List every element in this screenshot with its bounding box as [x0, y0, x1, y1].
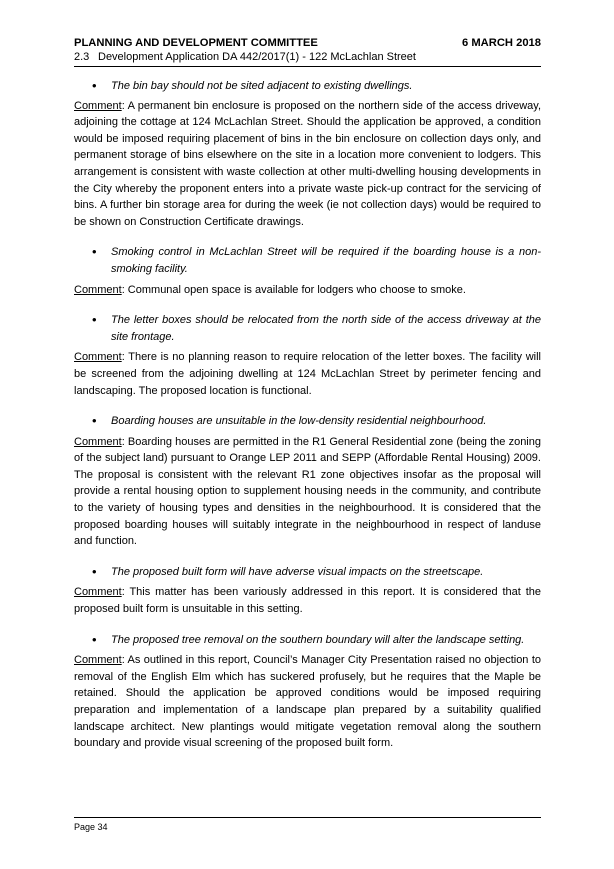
objection-bullet: • The letter boxes should be relocated from the north side of the access driveway at the site frontage.	[74, 312, 541, 345]
page-footer	[74, 817, 541, 833]
objection-bullet: • The proposed built form will have adverse visual impacts on the streetscape.	[74, 564, 541, 581]
comment-paragraph	[74, 349, 541, 399]
comment-text: : This matter has been variously addressed in this report. It is considered that the proposed built form is unsuitable in this setting.	[74, 586, 541, 616]
comment-paragraph	[74, 98, 541, 231]
comment-text: : Communal open space is available for lodgers who choose to smoke.	[121, 283, 466, 296]
comment-label: Comment	[74, 99, 122, 112]
comment-text: : There is no planning reason to require relocation of the letter boxes. The facility will be screened from the adjoining dwelling at 124 McLachlan Street by perimeter fencing and landscaping. The proposed location is functional.	[74, 351, 541, 397]
comment-paragraph	[74, 434, 541, 550]
page-body	[74, 36, 541, 752]
section-title: Development Application DA 442/2017(1) - 122 McLachlan Street	[98, 51, 416, 63]
comment-label: Comment	[74, 435, 122, 448]
section-heading	[74, 50, 541, 67]
page-number: Page 34	[74, 822, 108, 832]
comment-text: : As outlined in this report, Council’s Manager City Presentation raised no objection to removal of the English Elm which has suckered profusely, but he requires that the Maple be retained. Should the application be approved conditions would be imposed requiring preparation and implementation of a landscape plan prepared by a suitability qualified landscape architect. New plantings would mitigate vegetation removal along the southern boundary and provide visual screening of the proposed built form.	[74, 654, 541, 750]
committee-title: PLANNING AND DEVELOPMENT COMMITTEE	[74, 37, 318, 49]
comment-label: Comment	[74, 351, 122, 364]
comment-label: Comment	[74, 586, 122, 599]
comment-paragraph	[74, 652, 541, 752]
header-top-row	[74, 36, 541, 50]
objection-bullet: • The proposed tree removal on the southern boundary will alter the landscape setting.	[74, 632, 541, 649]
comment-label: Comment	[74, 654, 122, 667]
comment-paragraph	[74, 584, 541, 617]
objection-bullet: • The bin bay should not be sited adjacent to existing dwellings.	[74, 78, 541, 95]
comment-text: : Boarding houses are permitted in the R1 General Residential zone (being the zoning of the subject land) pursuant to Orange LEP 2011 and SEPP (Affordable Rental Housing) 2009. The proposal is consistent with the relevant R1 zone objectives insofar as the proposal will provide a rental housing option to supplement housing needs in the community, and contribute to the variety of housing types and densities in the neighbourhood. It is considered that the proposed boarding houses will suitably integrate in the neighbourhood in respect of landuse and function.	[74, 435, 541, 548]
objection-bullet: • Boarding houses are unsuitable in the low-density residential neighbourhood.	[74, 413, 541, 430]
meeting-date: 6 MARCH 2018	[462, 37, 541, 49]
comment-label: Comment	[74, 283, 122, 296]
comment-text: : A permanent bin enclosure is proposed on the northern side of the access driveway, adjoining the cottage at 124 McLachlan Street. Should the application be approved, a condition would be imposed requiring placement of bins in the bin enclosure on collection days only, and permanent storage of bins elsewhere on the site in a location more convenient to lodgers. This arrangement is consistent with waste collection at other multi-dwelling housing developments in the City whereby the proponent enters into a private waste pick-up contract for the servicing of bins. A further bin storage area for during the week (ie not collection days) would be required to be shown on Construction Certificate drawings.	[74, 99, 541, 228]
section-number: 2.3	[74, 51, 90, 63]
comment-paragraph	[74, 282, 541, 299]
objection-bullet: • Smoking control in McLachlan Street will be required if the boarding house is a non-smoking facility.	[74, 244, 541, 277]
